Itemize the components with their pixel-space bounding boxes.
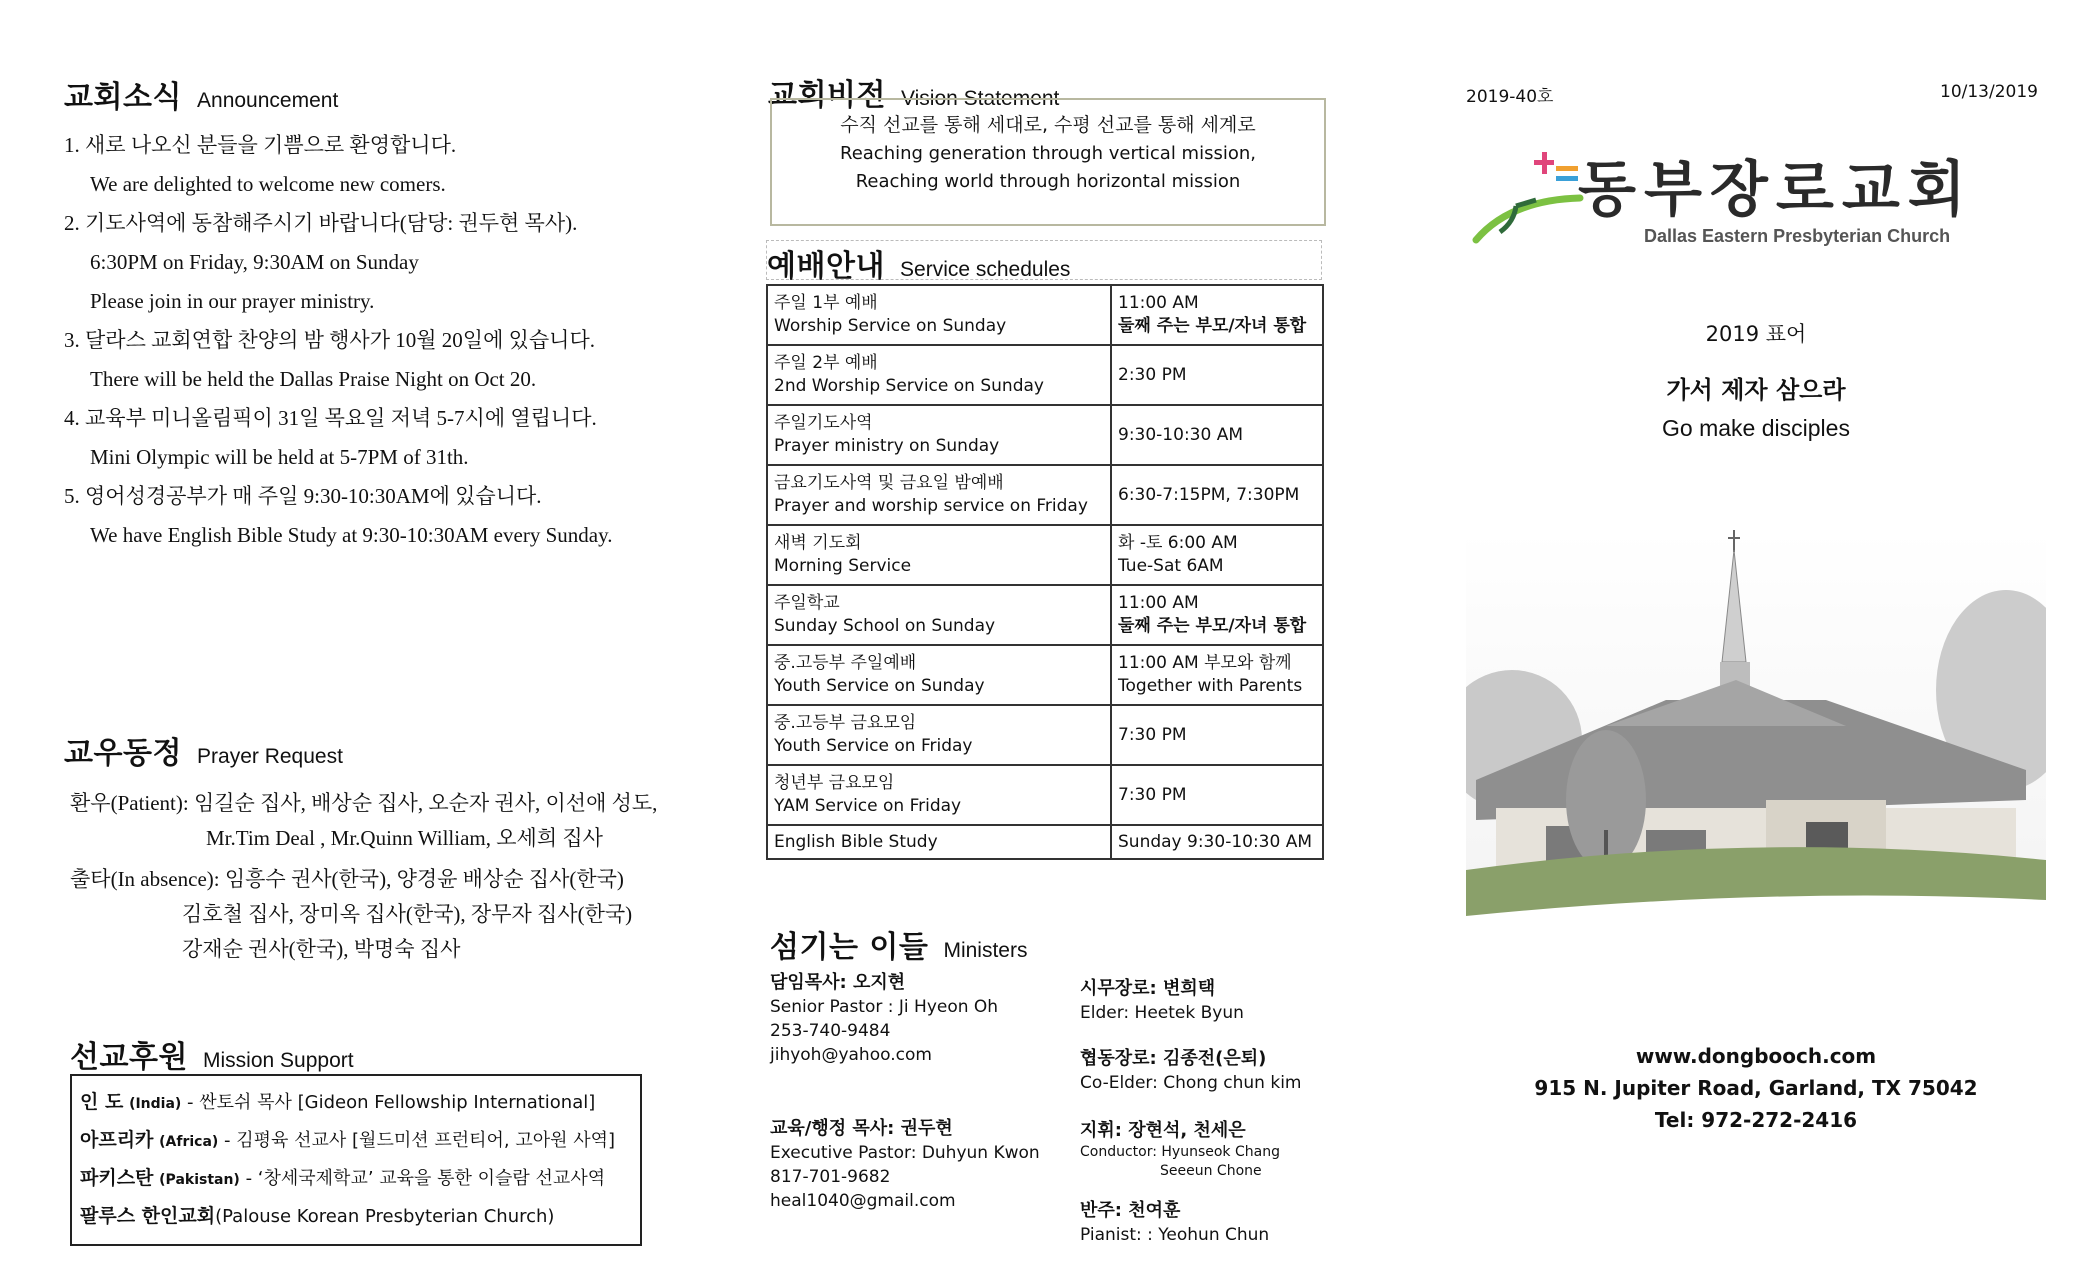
prayer-line: 출타(In absence): 임흥수 권사(한국), 양경윤 배상순 집사(한국) (70, 867, 624, 891)
schedule-row (767, 705, 1323, 765)
prayer-line: Mr.Tim Deal , Mr.Quinn William, 오세희 집사 (206, 826, 603, 850)
church-photo (1466, 530, 2046, 916)
mission-text: (Palouse Korean Presbyterian Church) (215, 1206, 555, 1227)
mission-heading (70, 1032, 354, 1076)
announcement-line: Mini Olympic will be held at 5-7PM of 31th. (90, 445, 469, 469)
mission-text: - ‘창세국제학교’ 교육을 통한 이슬람 선교사역 (239, 1168, 606, 1189)
service-time: 11:00 AM (1118, 293, 1199, 313)
schedule-service-cell (767, 765, 1111, 825)
schedule-row (767, 585, 1323, 645)
service-name-kr: 주일 1부 예배 (774, 293, 878, 313)
schedule-time-cell (1111, 285, 1323, 345)
prayer-heading (64, 728, 343, 772)
service-name-en: Worship Service on Sunday (774, 316, 1007, 336)
minister-detail: Pianist: : Yeohun Chun (1080, 1225, 1270, 1245)
service-time: 11:00 AM (1118, 593, 1199, 613)
schedule-service-cell (767, 345, 1111, 405)
minister-elder (1080, 976, 1244, 1025)
service-name-en: Sunday School on Sunday (774, 616, 996, 636)
vision-title-kr: 교회비전 (768, 78, 886, 113)
mission-item (80, 1084, 632, 1122)
service-name-kr: 금요기도사역 및 금요일 밤예배 (774, 473, 1004, 493)
service-name-kr: 중.고등부 금요모임 (774, 713, 917, 733)
service-name-kr: 주일기도사역 (774, 413, 873, 433)
service-name-kr: 청년부 금요모임 (774, 773, 895, 793)
service-name-en: Youth Service on Friday (774, 736, 973, 756)
mission-box (70, 1074, 642, 1246)
schedule-time-cell (1111, 465, 1323, 525)
schedule-row (767, 465, 1323, 525)
minister-detail: Executive Pastor: Duhyun Kwon (770, 1143, 1040, 1163)
minister-detail: Conductor: Hyunseok Chang (1080, 1144, 1280, 1160)
schedule-row (767, 285, 1323, 345)
announcement-line: We are delighted to welcome new comers. (90, 172, 446, 196)
minister-conductor (1080, 1118, 1280, 1181)
motto-kr: 가서 제자 삼으라 (1666, 376, 1846, 404)
service-name-en: Prayer and worship service on Friday (774, 496, 1088, 516)
mission-region-en: (India) (129, 1096, 182, 1112)
announcement-line: There will be held the Dallas Praise Night on Oct 20. (90, 367, 537, 391)
schedule-service-cell (767, 585, 1111, 645)
service-time: 11:00 AM 부모와 함께 (1118, 653, 1292, 673)
minister-detail: Co-Elder: Chong chun kim (1080, 1073, 1302, 1093)
motto-label: 2019 표어 (1705, 322, 1807, 346)
service-name-en: Morning Service (774, 556, 912, 576)
ministers-heading (770, 922, 1027, 966)
prayer-title-en: Prayer Request (197, 745, 343, 768)
service-name-en: YAM Service on Friday (774, 796, 962, 816)
schedule-heading (766, 240, 1322, 284)
schedule-row (767, 405, 1323, 465)
service-name-kr: 새벽 기도회 (774, 533, 862, 553)
mission-title-kr: 선교후원 (70, 1040, 188, 1075)
mission-region: 파키스탄 (80, 1167, 154, 1189)
announcement-line: 3. 달라스 교회연합 찬양의 밤 행사가 10월 20일에 있습니다. (64, 328, 596, 352)
mission-item (80, 1122, 632, 1160)
mission-title-en: Mission Support (203, 1049, 354, 1072)
website-link[interactable]: www.dongbooch.com (1635, 1044, 1877, 1068)
mission-text: - 김평육 선교사 [월드미션 프런티어, 고아원 사역] (218, 1130, 616, 1151)
schedule-service-cell (767, 825, 1111, 859)
service-time-note: Tue-Sat 6AM (1118, 556, 1224, 576)
schedule-time-cell (1111, 525, 1323, 585)
announcement-list (64, 126, 612, 555)
prayer-line: 강재순 권사(한국), 박명숙 집사 (182, 937, 461, 961)
announcement-line: We have English Bible Study at 9:30-10:30AM every Sunday. (90, 523, 613, 547)
schedule-service-cell (767, 405, 1111, 465)
vision-line-en: Reaching generation through vertical mission, (840, 143, 1256, 164)
announcement-line: Please join in our prayer ministry. (90, 289, 375, 313)
motto (1466, 318, 2046, 442)
mission-text: - 싼토쉬 목사 [Gideon Fellowship International] (181, 1092, 596, 1113)
announcement-title-kr: 교회소식 (64, 80, 182, 115)
schedule-service-cell (767, 465, 1111, 525)
schedule-time-cell (1111, 705, 1323, 765)
announcement-line: 1. 새로 나오신 분들을 기쁨으로 환영합니다. (64, 133, 457, 157)
service-name-en: English Bible Study (774, 831, 938, 852)
minister-detail: Seeeun Chone (1160, 1163, 1262, 1179)
schedule-time-cell (1111, 405, 1323, 465)
minister-role: 지휘: 장현석, 천세은 (1080, 1120, 1246, 1141)
mission-region: 인 도 (80, 1091, 124, 1113)
schedule-time-cell (1111, 585, 1323, 645)
ministers-title-en: Ministers (943, 939, 1028, 962)
service-time: Sunday 9:30-10:30 AM (1118, 831, 1313, 852)
service-time: 7:30 PM (1118, 784, 1187, 805)
minister-senior (770, 970, 998, 1067)
announcement-line: 4. 교육부 미니올림픽이 31일 목요일 저녁 5-7시에 열립니다. (64, 406, 597, 430)
minister-role: 교육/행정 목사: 권두현 (770, 1118, 953, 1139)
schedule-time-cell (1111, 645, 1323, 705)
motto-en: Go make disciples (1662, 415, 1850, 441)
schedule-table-body (767, 285, 1323, 859)
service-time: 6:30-7:15PM, 7:30PM (1118, 484, 1300, 505)
service-time-note: 둘째 주는 부모/자녀 통합 (1118, 616, 1307, 636)
schedule-table (766, 284, 1324, 860)
schedule-service-cell (767, 705, 1111, 765)
mission-region-en: (Africa) (159, 1134, 219, 1150)
prayer-line: 김호철 집사, 장미옥 집사(한국), 장무자 집사(한국) (182, 902, 633, 926)
service-name-en: 2nd Worship Service on Sunday (774, 376, 1044, 396)
minister-role: 협동장로: 김종전(은퇴) (1080, 1048, 1267, 1069)
vision-box (770, 98, 1326, 226)
service-time: 7:30 PM (1118, 724, 1187, 745)
church-logo-icon (1470, 140, 1590, 256)
mission-region: 팔루스 한인교회 (80, 1205, 216, 1227)
announcement-section (64, 72, 612, 555)
address: 915 N. Jupiter Road, Garland, TX 75042 (1534, 1076, 1978, 1100)
prayer-title-kr: 교우동정 (64, 736, 182, 771)
minister-phone: 817-701-9682 (770, 1167, 891, 1187)
minister-detail: Senior Pastor : Ji Hyeon Oh (770, 997, 999, 1017)
service-time-note: Together with Parents (1118, 676, 1303, 696)
service-name-en: Prayer ministry on Sunday (774, 436, 1000, 456)
schedule-title-kr: 예배안내 (767, 249, 885, 284)
schedule-row (767, 645, 1323, 705)
service-name-kr: 주일 2부 예배 (774, 353, 878, 373)
vision-line-kr: 수직 선교를 통해 세대로, 수평 선교를 통해 세계로 (840, 114, 1256, 136)
minister-email: heal1040@gmail.com (770, 1191, 956, 1211)
minister-co-elder (1080, 1046, 1301, 1095)
minister-phone: 253-740-9484 (770, 1021, 891, 1041)
vision-line-en: Reaching world through horizontal mission (855, 171, 1241, 192)
schedule-service-cell (767, 525, 1111, 585)
prayer-section (64, 728, 343, 772)
church-name-en: Dallas Eastern Presbyterian Church (1644, 226, 1951, 246)
service-name-en: Youth Service on Sunday (774, 676, 985, 696)
announcement-line: 6:30PM on Friday, 9:30AM on Sunday (90, 250, 419, 274)
service-time-note: 둘째 주는 부모/자녀 통합 (1118, 316, 1307, 336)
minister-detail: Elder: Heetek Byun (1080, 1003, 1244, 1023)
service-name-kr: 중.고등부 주일예배 (774, 653, 917, 673)
service-time: 화 -토 6:00 AM (1118, 533, 1238, 553)
schedule-time-cell (1111, 345, 1323, 405)
prayer-line: 환우(Patient): 임길순 집사, 배상순 집사, 오순자 권사, 이선애 성도, (70, 791, 658, 815)
issue-number: 2019-40호 (1466, 87, 1554, 107)
announcement-heading (64, 72, 612, 116)
contact-info (1466, 1040, 2046, 1136)
mission-item (80, 1198, 632, 1235)
schedule-row (767, 525, 1323, 585)
schedule-time-cell (1111, 825, 1323, 859)
schedule-title-en: Service schedules (900, 258, 1071, 281)
minister-role: 반주: 천여훈 (1080, 1200, 1181, 1221)
issue-date: 10/13/2019 (1940, 82, 2038, 102)
schedule-time-cell (1111, 765, 1323, 825)
mission-item (80, 1160, 632, 1198)
schedule-row (767, 825, 1323, 859)
minister-executive (770, 1116, 1040, 1213)
vision-title-en: Vision Statement (901, 87, 1060, 110)
schedule-service-cell (767, 285, 1111, 345)
minister-role: 담임목사: 오지현 (770, 972, 906, 993)
schedule-service-cell (767, 645, 1111, 705)
minister-pianist (1080, 1198, 1269, 1247)
church-name-kr: 동부장로교회 (1578, 155, 1974, 225)
service-name-kr: 주일학교 (774, 593, 840, 613)
telephone: Tel: 972-272-2416 (1654, 1108, 1858, 1132)
church-logo (1470, 140, 2030, 256)
schedule-row (767, 765, 1323, 825)
mission-region-en: (Pakistan) (159, 1172, 240, 1188)
service-time: 2:30 PM (1118, 364, 1187, 385)
announcement-line: 2. 기도사역에 동참해주시기 바랍니다(담당: 권두현 목사). (64, 211, 578, 235)
announcement-title-en: Announcement (197, 89, 339, 112)
schedule-row (767, 345, 1323, 405)
service-time: 9:30-10:30 AM (1118, 424, 1244, 445)
ministers-title-kr: 섬기는 이들 (770, 930, 929, 965)
minister-email: jihyoh@yahoo.com (770, 1045, 932, 1065)
announcement-line: 5. 영어성경공부가 매 주일 9:30-10:30AM에 있습니다. (64, 484, 542, 508)
minister-role: 시무장로: 변희택 (1080, 978, 1216, 999)
mission-region: 아프리카 (80, 1129, 154, 1151)
